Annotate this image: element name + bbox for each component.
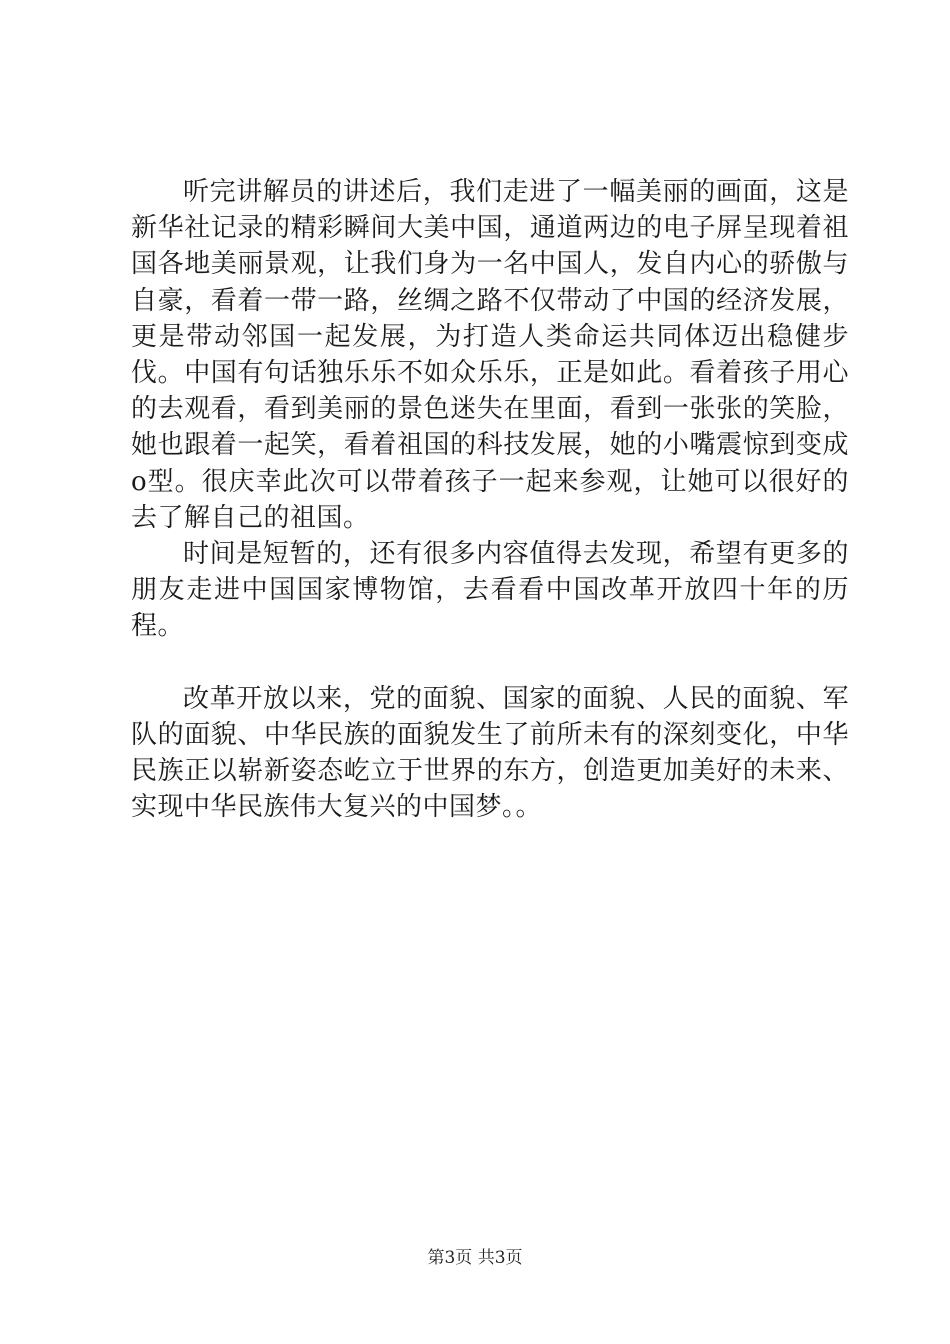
document-body	[131, 174, 849, 825]
paragraph-visit-impressions: 听完讲解员的讲述后，我们走进了一幅美丽的画面，这是新华社记录的精彩瞬间大美中国，通道两边的电子屏呈现着祖国各地美丽景观，让我们身为一名中国人，发自内心的骄傲与自豪，看着一带一路，丝绸之路不仅带动了中国的经济发展，更是带动邻国一起发展，为打造人类命运共同体迈出稳健步伐。中国有句话独乐乐不如众乐乐，正是如此。看着孩子用心的去观看，看到美丽的景色迷失在里面，看到一张张的笑脸，她也跟着一起笑，看着祖国的科技发展，她的小嘴震惊到变成o型。很庆幸此次可以带着孩子一起来参观，让她可以很好的去了解自己的祖国。	[131, 177, 849, 533]
page-number-footer: 第3页 共3页	[427, 1248, 523, 1268]
paragraph-time-short: 时间是短暂的，还有很多内容值得去发现，希望有更多的朋友走进中国国家博物馆，去看看中国改革开放四十年的历程。	[131, 539, 849, 642]
paragraph-reform-opening: 改革开放以来，党的面貌、国家的面貌、人民的面貌、军队的面貌、中华民族的面貌发生了前所未有的深刻变化，中华民族正以崭新姿态屹立于世界的东方，创造更加美好的未来、实现中华民族伟大复兴的中国梦。。	[131, 683, 849, 823]
